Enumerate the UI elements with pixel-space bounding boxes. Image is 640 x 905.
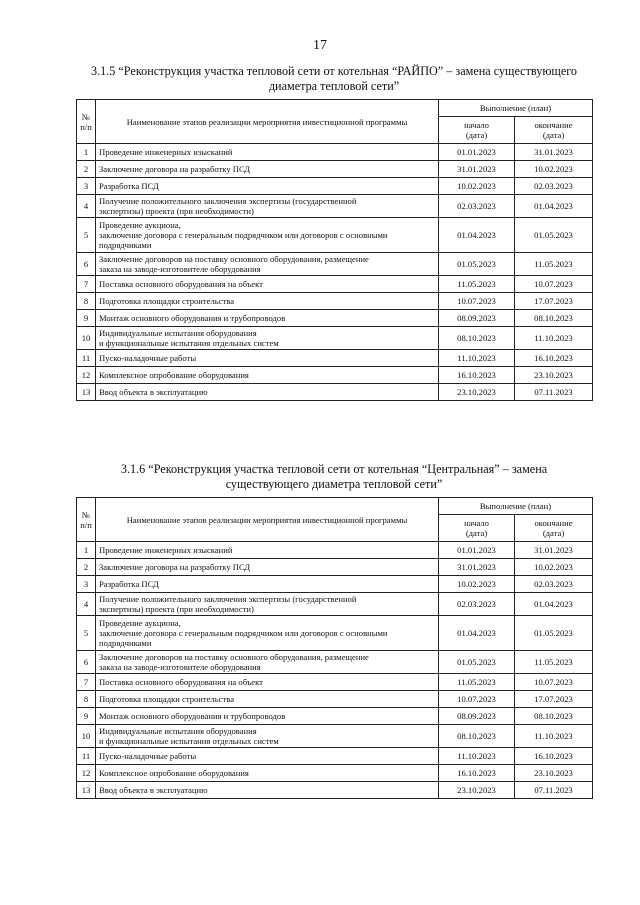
stage-name-line: Монтаж основного оборудования и трубопроводов xyxy=(99,313,286,323)
stage-name xyxy=(96,559,439,576)
table-row xyxy=(77,616,593,651)
end-date: 16.10.2023 xyxy=(515,748,593,765)
header-start-date: начало (дата) xyxy=(439,117,515,144)
stage-name-line: заключение договора с генеральным подрядчиком или договоров с основными xyxy=(99,230,388,240)
schedule-body xyxy=(77,542,593,799)
end-date: 01.05.2023 xyxy=(515,218,593,253)
row-number: 3 xyxy=(77,178,96,195)
stage-name xyxy=(96,178,439,195)
table-row xyxy=(77,782,593,799)
end-date: 23.10.2023 xyxy=(515,367,593,384)
start-date: 16.10.2023 xyxy=(439,367,515,384)
stage-name-line: Проведение инженерных изысканий xyxy=(99,147,233,157)
stage-name xyxy=(96,542,439,559)
table-row xyxy=(77,559,593,576)
row-number: 13 xyxy=(77,782,96,799)
start-date: 23.10.2023 xyxy=(439,384,515,401)
end-date: 10.07.2023 xyxy=(515,674,593,691)
table-row xyxy=(77,310,593,327)
row-number: 5 xyxy=(77,218,96,253)
stage-name-line: Ввод объекта в эксплуатацию xyxy=(99,785,208,795)
start-date: 01.05.2023 xyxy=(439,253,515,276)
table-row xyxy=(77,218,593,253)
start-date: 10.02.2023 xyxy=(439,178,515,195)
stage-name-line: Разработка ПСД xyxy=(99,181,159,191)
end-date: 07.11.2023 xyxy=(515,384,593,401)
stage-name-line: Получение положительного заключения экспертизы (государственной xyxy=(99,196,357,206)
stage-name-line: заказа на заводе-изготовителе оборудования xyxy=(99,662,261,672)
section-title: 3.1.5 “Реконструкция участка тепловой сети от котельная “РАЙПО” – замена существующего диаметра тепловой сети” xyxy=(90,64,578,93)
stage-name xyxy=(96,144,439,161)
row-number: 2 xyxy=(77,559,96,576)
stage-name xyxy=(96,748,439,765)
stage-name-line: Индивидуальные испытания оборудования xyxy=(99,328,257,338)
schedule-table xyxy=(76,99,593,401)
start-date: 01.01.2023 xyxy=(439,144,515,161)
start-date: 08.10.2023 xyxy=(439,327,515,350)
header-number: № п/п xyxy=(77,100,96,144)
start-date: 08.09.2023 xyxy=(439,708,515,725)
table-row xyxy=(77,765,593,782)
row-number: 10 xyxy=(77,327,96,350)
table-row xyxy=(77,178,593,195)
row-number: 3 xyxy=(77,576,96,593)
header-number: № п/п xyxy=(77,498,96,542)
stage-name xyxy=(96,674,439,691)
row-number: 10 xyxy=(77,725,96,748)
table-row xyxy=(77,293,593,310)
table-row xyxy=(77,748,593,765)
stage-name xyxy=(96,310,439,327)
section-title: 3.1.6 “Реконструкция участка тепловой сети от котельная “Центральная” – замена существующего диаметра тепловой сети” xyxy=(120,462,548,491)
stage-name xyxy=(96,293,439,310)
row-number: 8 xyxy=(77,691,96,708)
stage-name xyxy=(96,765,439,782)
end-date: 10.02.2023 xyxy=(515,161,593,178)
header-start-date: начало (дата) xyxy=(439,515,515,542)
start-date: 01.01.2023 xyxy=(439,542,515,559)
end-date: 17.07.2023 xyxy=(515,293,593,310)
stage-name-line: заключение договора с генеральным подрядчиком или договоров с основными xyxy=(99,628,388,638)
end-date: 17.07.2023 xyxy=(515,691,593,708)
stage-name-line: Пуско-наладочные работы xyxy=(99,751,197,761)
row-number: 6 xyxy=(77,651,96,674)
table-row xyxy=(77,708,593,725)
end-date: 31.01.2023 xyxy=(515,144,593,161)
end-date: 10.02.2023 xyxy=(515,559,593,576)
start-date: 11.10.2023 xyxy=(439,350,515,367)
end-date: 11.05.2023 xyxy=(515,253,593,276)
stage-name-line: подрядчиками xyxy=(99,240,152,250)
table-row xyxy=(77,691,593,708)
stage-name-line: заказа на заводе-изготовителе оборудования xyxy=(99,264,261,274)
table-row xyxy=(77,674,593,691)
header-stage-name: Наименование этапов реализации мероприятия инвестиционной программы xyxy=(96,100,439,144)
header-stage-name: Наименование этапов реализации мероприятия инвестиционной программы xyxy=(96,498,439,542)
start-date: 02.03.2023 xyxy=(439,195,515,218)
start-date: 10.07.2023 xyxy=(439,293,515,310)
table-row xyxy=(77,384,593,401)
schedule-table xyxy=(76,497,593,799)
table-row xyxy=(77,542,593,559)
start-date: 31.01.2023 xyxy=(439,161,515,178)
row-number: 11 xyxy=(77,748,96,765)
stage-name-line: Подготовка площадки строительства xyxy=(99,694,235,704)
stage-name-line: подрядчиками xyxy=(99,638,152,648)
end-date: 11.10.2023 xyxy=(515,725,593,748)
stage-name-line: и функциональные испытания отдельных систем xyxy=(99,338,279,348)
header-execution-plan: Выполнение (план) xyxy=(439,498,593,515)
table-row xyxy=(77,350,593,367)
end-date: 01.04.2023 xyxy=(515,593,593,616)
end-date: 16.10.2023 xyxy=(515,350,593,367)
start-date: 16.10.2023 xyxy=(439,765,515,782)
stage-name-line: Заключение договора на разработку ПСД xyxy=(99,164,251,174)
stage-name-line: Пуско-наладочные работы xyxy=(99,353,197,363)
end-date: 02.03.2023 xyxy=(515,178,593,195)
stage-name xyxy=(96,691,439,708)
stage-name xyxy=(96,593,439,616)
table-row xyxy=(77,593,593,616)
end-date: 08.10.2023 xyxy=(515,708,593,725)
start-date: 11.05.2023 xyxy=(439,276,515,293)
header-end-date: окончание (дата) xyxy=(515,515,593,542)
stage-name-line: Поставка основного оборудования на объект xyxy=(99,677,263,687)
end-date: 07.11.2023 xyxy=(515,782,593,799)
stage-name xyxy=(96,651,439,674)
row-number: 4 xyxy=(77,593,96,616)
start-date: 11.05.2023 xyxy=(439,674,515,691)
section-3-1-6 xyxy=(76,462,592,799)
stage-name xyxy=(96,576,439,593)
row-number: 4 xyxy=(77,195,96,218)
table-row xyxy=(77,253,593,276)
stage-name-line: Поставка основного оборудования на объект xyxy=(99,279,263,289)
stage-name xyxy=(96,384,439,401)
row-number: 9 xyxy=(77,708,96,725)
start-date: 02.03.2023 xyxy=(439,593,515,616)
end-date: 08.10.2023 xyxy=(515,310,593,327)
end-date: 02.03.2023 xyxy=(515,576,593,593)
stage-name xyxy=(96,218,439,253)
start-date: 11.10.2023 xyxy=(439,748,515,765)
end-date: 23.10.2023 xyxy=(515,765,593,782)
stage-name-line: Заключение договоров на поставку основного оборудования, размещение xyxy=(99,254,369,264)
row-number: 11 xyxy=(77,350,96,367)
header-execution-plan: Выполнение (план) xyxy=(439,100,593,117)
table-row xyxy=(77,576,593,593)
row-number: 12 xyxy=(77,765,96,782)
stage-name-line: Разработка ПСД xyxy=(99,579,159,589)
stage-name xyxy=(96,161,439,178)
end-date: 11.05.2023 xyxy=(515,651,593,674)
stage-name-line: Получение положительного заключения экспертизы (государственной xyxy=(99,594,357,604)
stage-name-line: и функциональные испытания отдельных систем xyxy=(99,736,279,746)
table-row xyxy=(77,195,593,218)
stage-name xyxy=(96,276,439,293)
start-date: 08.10.2023 xyxy=(439,725,515,748)
stage-name-line: Монтаж основного оборудования и трубопроводов xyxy=(99,711,286,721)
stage-name xyxy=(96,616,439,651)
row-number: 13 xyxy=(77,384,96,401)
table-row xyxy=(77,327,593,350)
stage-name xyxy=(96,367,439,384)
row-number: 7 xyxy=(77,276,96,293)
stage-name-line: Комплексное опробование оборудования xyxy=(99,370,249,380)
stage-name xyxy=(96,708,439,725)
page-number: 17 xyxy=(313,38,327,53)
row-number: 5 xyxy=(77,616,96,651)
schedule-body xyxy=(77,144,593,401)
stage-name xyxy=(96,725,439,748)
stage-name xyxy=(96,782,439,799)
start-date: 08.09.2023 xyxy=(439,310,515,327)
stage-name-line: Заключение договоров на поставку основного оборудования, размещение xyxy=(99,652,369,662)
stage-name-line: экспертизы) проекта (при необходимости) xyxy=(99,604,254,614)
row-number: 2 xyxy=(77,161,96,178)
start-date: 01.05.2023 xyxy=(439,651,515,674)
table-row xyxy=(77,161,593,178)
start-date: 01.04.2023 xyxy=(439,218,515,253)
start-date: 10.02.2023 xyxy=(439,576,515,593)
row-number: 1 xyxy=(77,542,96,559)
stage-name xyxy=(96,195,439,218)
end-date: 01.04.2023 xyxy=(515,195,593,218)
section-3-1-5 xyxy=(76,64,592,401)
table-row xyxy=(77,144,593,161)
row-number: 6 xyxy=(77,253,96,276)
stage-name-line: Проведение инженерных изысканий xyxy=(99,545,233,555)
row-number: 8 xyxy=(77,293,96,310)
stage-name-line: Ввод объекта в эксплуатацию xyxy=(99,387,208,397)
end-date: 10.07.2023 xyxy=(515,276,593,293)
stage-name xyxy=(96,350,439,367)
table-row xyxy=(77,276,593,293)
stage-name-line: Проведение аукциона, xyxy=(99,618,181,628)
table-row xyxy=(77,725,593,748)
end-date: 31.01.2023 xyxy=(515,542,593,559)
stage-name-line: Индивидуальные испытания оборудования xyxy=(99,726,257,736)
end-date: 01.05.2023 xyxy=(515,616,593,651)
stage-name-line: Подготовка площадки строительства xyxy=(99,296,235,306)
row-number: 1 xyxy=(77,144,96,161)
row-number: 9 xyxy=(77,310,96,327)
row-number: 7 xyxy=(77,674,96,691)
start-date: 23.10.2023 xyxy=(439,782,515,799)
stage-name-line: Комплексное опробование оборудования xyxy=(99,768,249,778)
stage-name-line: экспертизы) проекта (при необходимости) xyxy=(99,206,254,216)
row-number: 12 xyxy=(77,367,96,384)
start-date: 10.07.2023 xyxy=(439,691,515,708)
start-date: 01.04.2023 xyxy=(439,616,515,651)
table-row xyxy=(77,367,593,384)
table-row xyxy=(77,651,593,674)
end-date: 11.10.2023 xyxy=(515,327,593,350)
stage-name-line: Заключение договора на разработку ПСД xyxy=(99,562,251,572)
stage-name xyxy=(96,253,439,276)
stage-name-line: Проведение аукциона, xyxy=(99,220,181,230)
header-end-date: окончание (дата) xyxy=(515,117,593,144)
stage-name xyxy=(96,327,439,350)
start-date: 31.01.2023 xyxy=(439,559,515,576)
